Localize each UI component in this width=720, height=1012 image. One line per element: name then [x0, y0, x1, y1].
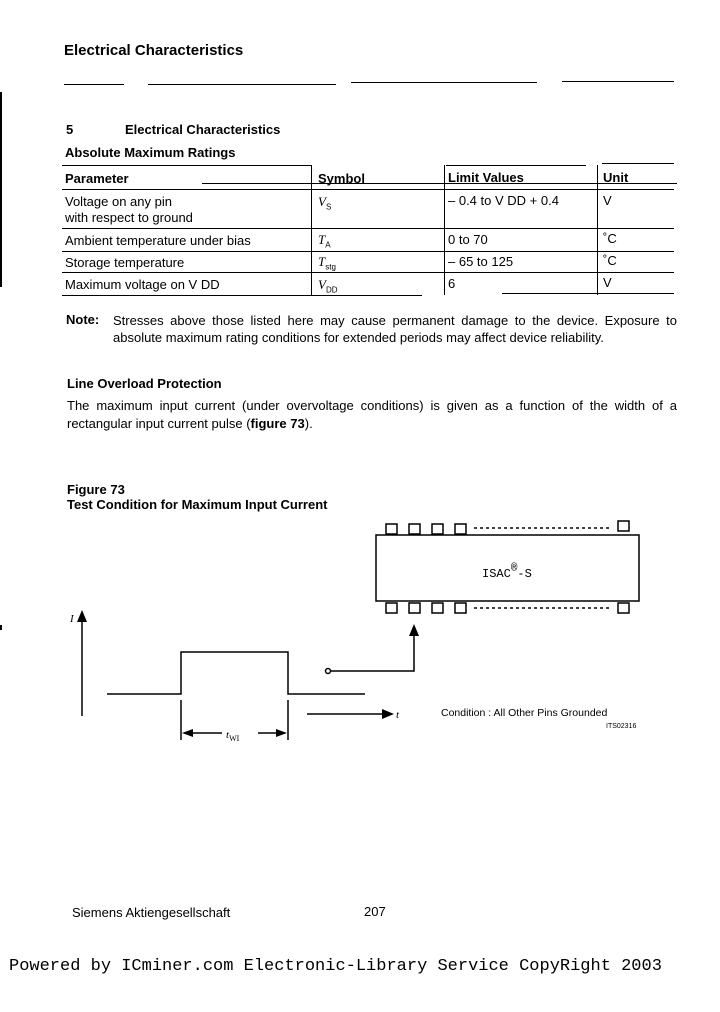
table-cell-parameter: Maximum voltage on V DD [65, 277, 220, 292]
footer-company: Siemens Aktiengesellschaft [72, 905, 231, 920]
header-limit-values: Limit Values [448, 170, 524, 185]
chip-pin [455, 603, 466, 613]
line-overload-title: Line Overload Protection [67, 376, 222, 391]
symbol-subscript: DD [325, 285, 338, 295]
y-axis-label: I [70, 613, 74, 625]
table-cell-parameter: Ambient temperature under bias [65, 233, 251, 248]
page-number: 207 [364, 904, 386, 919]
arrow-head [276, 729, 287, 737]
header-symbol: Symbol [318, 171, 365, 186]
connection-wire [331, 632, 414, 671]
x-axis-label: t [396, 709, 400, 721]
header-unit: Unit [603, 170, 629, 185]
figure-ref-code: ITS02316 [606, 723, 637, 730]
symbol-subscript: stg [325, 262, 336, 272]
table-cell-limit: – 0.4 to V DD + 0.4 [448, 193, 559, 208]
symbol-letter: V [318, 277, 326, 292]
chip-pin [386, 524, 397, 534]
table-title: Absolute Maximum Ratings [65, 145, 236, 160]
symbol-subscript: A [325, 240, 331, 250]
chip-pin [618, 521, 629, 531]
table-cell-limit: 0 to 70 [448, 232, 488, 247]
arrow-head [382, 709, 394, 719]
table-cell-unit: V [603, 275, 612, 290]
pulse-width-subscript: WI [229, 734, 240, 743]
symbol-letter: T [318, 232, 326, 247]
note-text: Stresses above those listed here may cause permanent damage to the device. Exposure to absolute maximum rating conditions for extended periods may affect device reliability. [113, 313, 677, 345]
section-number: 5 [66, 122, 74, 137]
condition-label: Condition : All Other Pins Grounded [441, 707, 608, 719]
chip-pin [386, 603, 397, 613]
section-title: Electrical Characteristics [125, 122, 281, 137]
table-cell-parameter: Voltage on any pin [65, 194, 172, 209]
powered-by-banner: Powered by ICminer.com Electronic-Library Service CopyRight 2003 [9, 957, 662, 976]
input-terminal [326, 669, 331, 674]
arrow-head [77, 610, 87, 622]
chip-pin [409, 603, 420, 613]
symbol-subscript: S [325, 202, 332, 212]
table-cell-limit: 6 [448, 276, 456, 291]
table-cell-unit: V [603, 193, 612, 208]
figure-title: Test Condition for Maximum Input Current [67, 497, 328, 512]
table-cell-unit: ˚C [603, 253, 617, 268]
pulse-width-label [226, 729, 240, 743]
figure-reference: figure 73 [250, 416, 305, 431]
pulse-width-symbol: t [226, 729, 230, 741]
page-header-title: Electrical Characteristics [64, 42, 244, 59]
arrow-head [182, 729, 193, 737]
header-parameter: Parameter [65, 171, 129, 186]
arrow-head [409, 624, 419, 636]
symbol-letter: V [318, 194, 326, 209]
paragraph-text: The maximum input current (under overvoltage conditions) is given as a function of the width of a rectangular input current pulse ( [67, 398, 677, 431]
chip-pin [618, 603, 629, 613]
table-cell-limit: – 65 to 125 [448, 254, 514, 269]
chip-pin [432, 603, 443, 613]
note-label: Note: [66, 312, 100, 327]
chip-pin [455, 524, 466, 534]
table-cell-unit: ˚C [603, 231, 617, 246]
figure-number: Figure 73 [67, 482, 125, 497]
paragraph-text: ). [304, 416, 313, 431]
symbol-letter: T [318, 254, 326, 269]
table-cell-parameter: with respect to ground [65, 210, 193, 225]
chip-label [482, 563, 532, 581]
chip-name: ISAC [482, 567, 511, 581]
table-cell-parameter: Storage temperature [65, 255, 185, 270]
chip-pin [432, 524, 443, 534]
chip-suffix: -S [517, 567, 532, 581]
chip-registered-mark: ® [510, 563, 518, 575]
chip-pin [409, 524, 420, 534]
